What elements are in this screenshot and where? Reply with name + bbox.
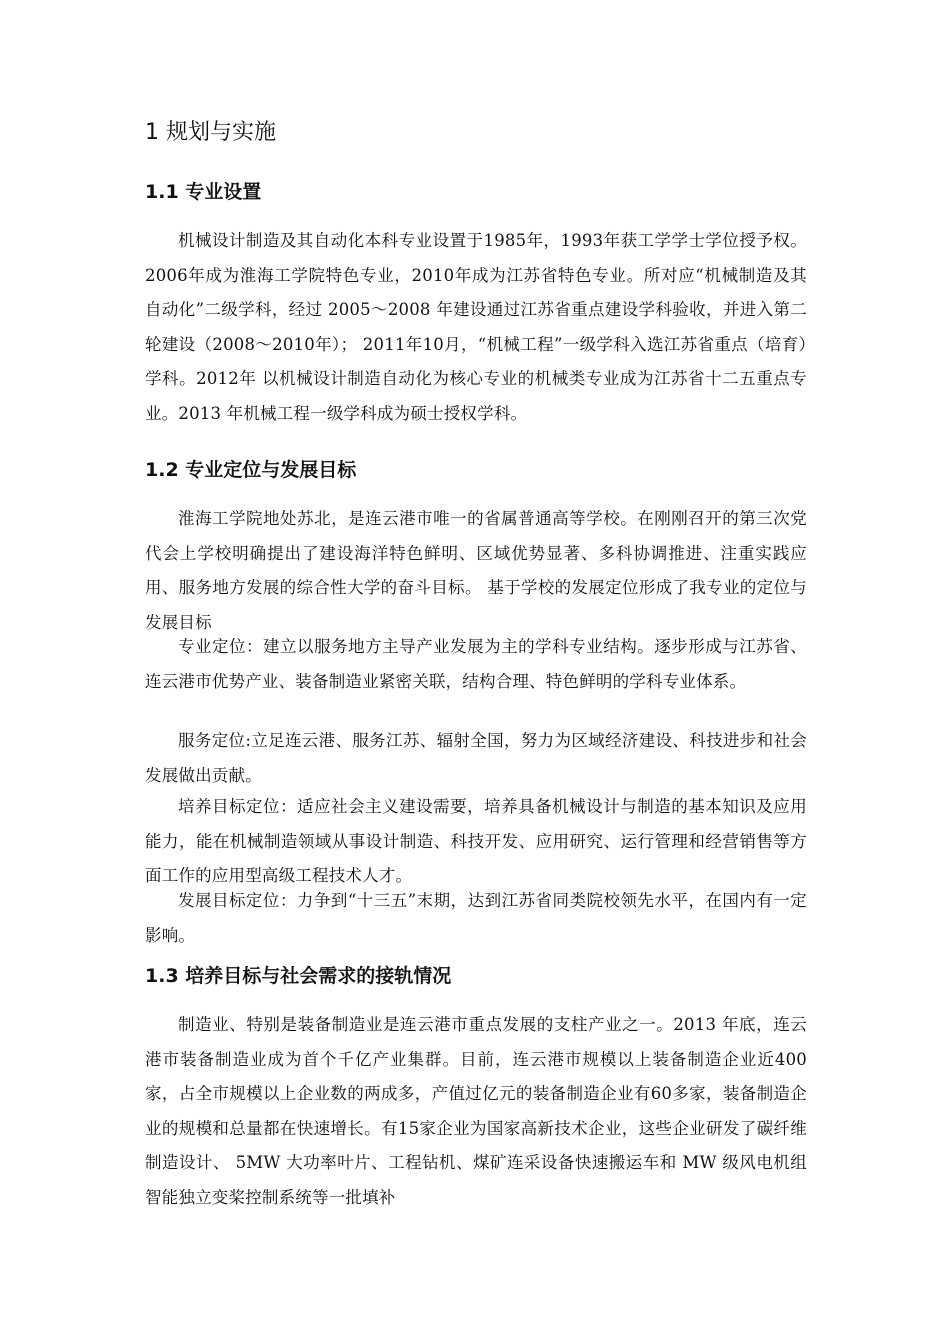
section-1-2-paragraph-2: 专业定位：建立以服务地方主导产业发展为主的学科专业结构。逐步形成与江苏省、连云港市优势产业、装备制造业紧密关联，结构合理、特色鲜明的学科专业体系。 (145, 637, 807, 691)
section-1-2-paragraph-5: 发展目标定位：力争到“十三五”末期，达到江苏省同类院校领先水平，在国内有一定影响。 (145, 891, 807, 945)
section-1-2-paragraph-4: 培养目标定位：适应社会主义建设需要，培养具备机械设计与制造的基本知识及应用能力，能在机械制造领域从事设计制造、科技开发、应用研究、运行管理和经营销售等方面工作的应用型高级工程技术人才。 (145, 797, 807, 885)
section-1-1-heading: 1.1 专业设置 (145, 181, 262, 203)
section-1-2-heading: 1.2 专业定位与发展目标 (145, 459, 357, 481)
section-1-2-paragraph-1: 淮海工学院地处苏北，是连云港市唯一的省属普通高等学校。在刚刚召开的第三次党代会上学校明确提出了建设海洋特色鲜明、区域优势显著、多科协调推进、注重实践应用、服务地方发展的综合性大学的奋斗目标。 基于学校的发展定位形成了我专业的定位与发展目标 (145, 509, 807, 632)
section-1-3-paragraph: 制造业、特别是装备制造业是连云港市重点发展的支柱产业之一。2013 年底，连云港市装备制造业成为首个千亿产业集群。目前，连云港市规模以上装备制造企业近400家，占全市规模以上企业数的两成多，产值过亿元的装备制造企业有60多家，装备制造企业的规模和总量都在快速增长。有15家企业为国家高新技术企业，这些企业研发了碳纤维制造设计、 5MW 大功率叶片、工程钻机、煤矿连采设备快速搬运车和 MW 级风电机组智能独立变桨控制系统等一批填补 (145, 1015, 807, 1207)
section-1-3-heading: 1.3 培养目标与社会需求的接轨情况 (145, 965, 452, 987)
section-1-1-paragraph: 机械设计制造及其自动化本科专业设置于1985年，1993年获工学学士学位授予权。2006年成为淮海工学院特色专业，2010年成为江苏省特色专业。所对应“机械制造及其自动化”二级学科，经过 2005～2008 年建设通过江苏省重点建设学科验收，并进入第二轮建设（2008～2010年）； 2011年10月，“机械工程”一级学科入选江苏省重点（培育）学科。2012年 以机械设计制造自动化为核心专业的机械类专业成为江苏省十二五重点专业。2013 年机械工程一级学科成为硕士授权学科。 (145, 231, 807, 423)
section-1-2-paragraph-3: 服务定位:立足连云港、服务江苏、辐射全国，努力为区域经济建设、科技进步和社会发展做出贡献。 (145, 731, 807, 785)
section-1-heading: 1 规划与实施 (145, 120, 276, 145)
